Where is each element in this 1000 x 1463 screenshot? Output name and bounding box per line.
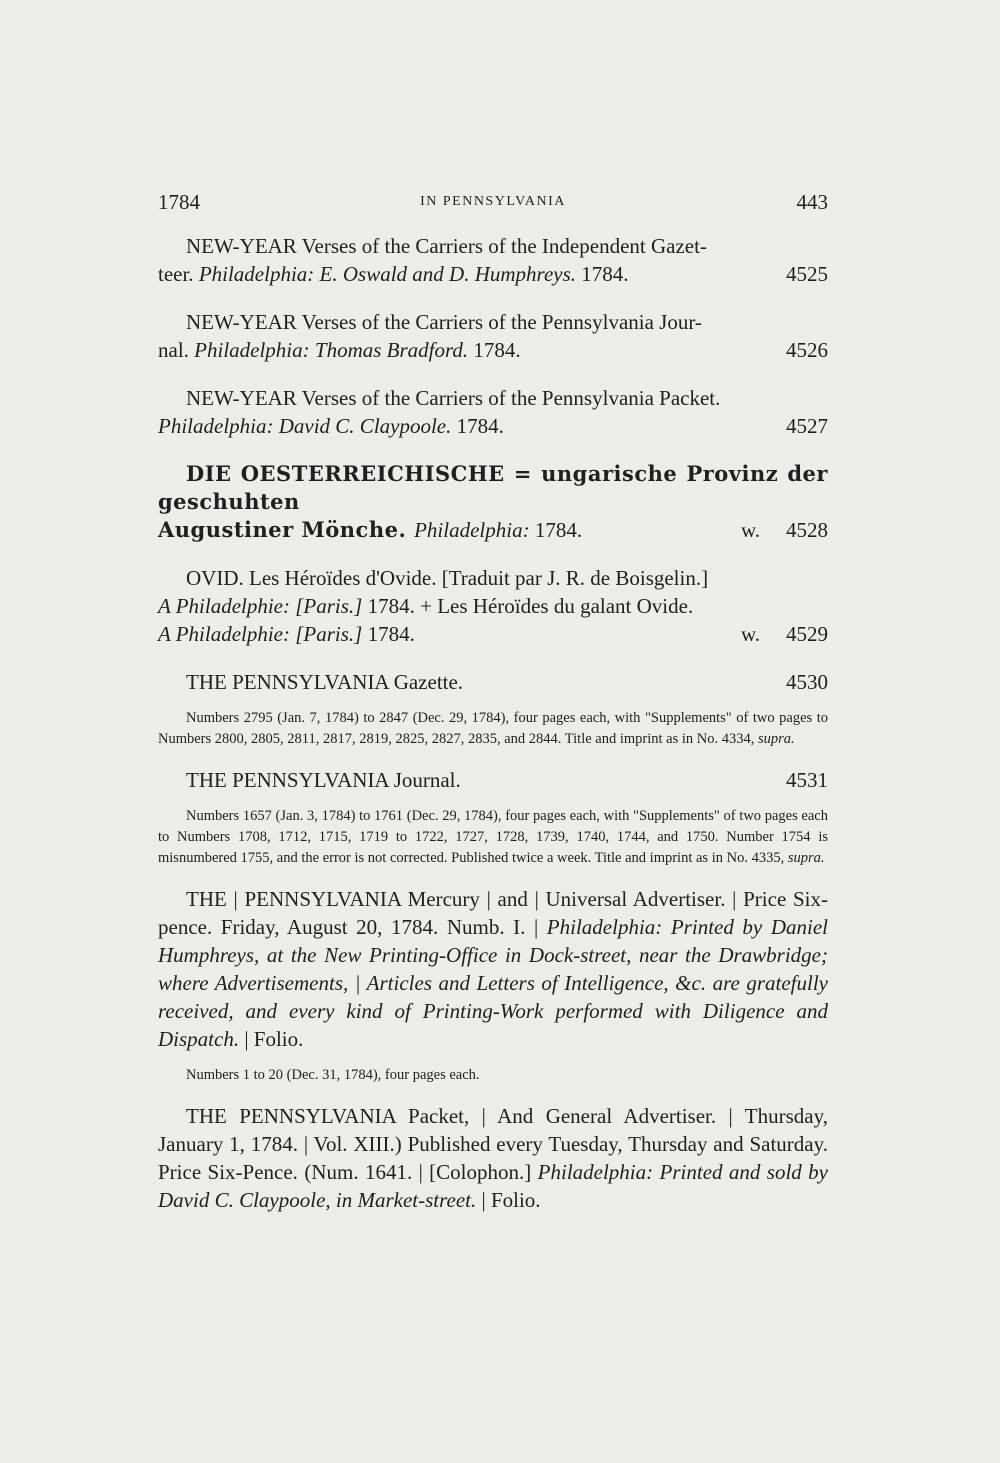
- header-title: IN PENNSYLVANIA: [420, 194, 566, 209]
- entry-number: 4527: [786, 414, 828, 438]
- entry-mercury: [158, 885, 828, 1053]
- entry-line: OVID. Les Héroïdes d'Ovide. [Traduit par J. R. de Boisgelin.]: [186, 566, 709, 590]
- entry-line: NEW-YEAR Verses of the Carriers of the Pennsylvania Packet.: [186, 386, 721, 410]
- entry-note: [158, 708, 828, 750]
- entry-marker: w.: [740, 518, 760, 542]
- entry-imprint: Philadelphia: E. Oswald and D. Humphreys.: [198, 262, 577, 286]
- entry-line: DIE OESTERREICHISCHE = ungarische Provinz der geschuhten: [158, 461, 828, 514]
- entry-number: 4529: [786, 622, 828, 646]
- entry-year: 1784.: [362, 622, 415, 646]
- entry-number: 4530: [786, 670, 828, 694]
- entry-4525: [158, 232, 828, 288]
- entry-note: Numbers 1 to 20 (Dec. 31, 1784), four pages each.: [186, 1067, 480, 1083]
- entry-imprint: Philadelphia: Printed and sold by David C. Claypoole, in Market-street.: [158, 1160, 829, 1212]
- entry-text: nal.: [158, 338, 195, 362]
- entry-text: THE PENNSYLVANIA Packet, | And General Advertiser. | Thursday, January 1, 1784. | Vol. XIII.) Published every Tuesday, Thursday and Saturday. Price Six-Pence. (Num. 1641. | [Colophon.]: [158, 1104, 828, 1184]
- entry-4531: [158, 766, 828, 794]
- note-italic: supra.: [758, 731, 795, 747]
- entry-line: NEW-YEAR Verses of the Carriers of the Independent Gazet-: [186, 234, 707, 258]
- entry-number: 4528: [786, 518, 828, 542]
- entry-line: NEW-YEAR Verses of the Carriers of the Pennsylvania Jour-: [186, 310, 702, 334]
- entry-4526: [158, 308, 828, 364]
- entry-year: 1784.: [576, 262, 629, 286]
- entry-title: THE PENNSYLVANIA Gazette.: [186, 670, 464, 694]
- entry-imprint: Philadelphia:: [414, 518, 530, 542]
- entry-imprint: Philadelphia: Printed by Daniel Humphreys, at the New Printing-Office in Dock-street, near the Drawbridge; where Advertisements, | Articles and Letters of Intelligence, &c. are gratefully received, and every kind of Printing-Work performed with Diligence and Dispatch.: [158, 915, 828, 1051]
- page-number: 443: [796, 190, 828, 214]
- entry-number: 4531: [786, 768, 828, 792]
- entry-imprint: A Philadelphie: [Paris.]: [158, 594, 363, 618]
- entry-text: teer.: [158, 262, 199, 286]
- note-text: Numbers 1657 (Jan. 3, 1784) to 1761 (Dec. 29, 1784), four pages each, with "Supplements" of two pages each to Numbers 1708, 1712, 1715, 1719 to 1722, 1727, 1728, 1739, 1740, 1744, and 1750. Number 1754 is misnumbered 1755, and the error is not corrected. Published twice a week. Title and imprint as in No. 4335,: [158, 808, 828, 866]
- entry-text: Augustiner Mönche.: [158, 517, 415, 542]
- entry-4530: [158, 668, 828, 696]
- entry-year: 1784.: [529, 518, 583, 542]
- entry-text: THE | PENNSYLVANIA Mercury | and | Universal Advertiser. | Price Six-pence. Friday, August 20, 1784. Numb. I. |: [158, 887, 828, 939]
- entry-4527: [158, 384, 828, 440]
- entry-packet: [158, 1102, 828, 1214]
- page-body: [158, 232, 828, 1234]
- entry-title: THE PENNSYLVANIA Journal.: [186, 768, 461, 792]
- entry-number: 4526: [786, 338, 828, 362]
- entry-format: | Folio.: [239, 1027, 304, 1051]
- running-header: [158, 190, 828, 220]
- entry-imprint: Philadelphia: Thomas Bradford.: [194, 338, 469, 362]
- entry-number: 4525: [786, 262, 828, 286]
- entry-year: 1784.: [451, 414, 504, 438]
- entry-marker: w.: [740, 622, 760, 646]
- header-year: 1784: [158, 190, 200, 214]
- entry-note: [158, 806, 828, 869]
- entry-text: 1784. + Les Héroïdes du galant Ovide.: [362, 594, 694, 618]
- entry-imprint: A Philadelphie: [Paris.]: [158, 622, 363, 646]
- entry-paragraph: [158, 885, 828, 1053]
- entry-year: 1784.: [468, 338, 521, 362]
- entry-imprint: Philadelphia: David C. Claypoole.: [158, 414, 452, 438]
- entry-paragraph: [158, 1102, 828, 1214]
- entry-4528: [158, 460, 828, 544]
- entry-4529: [158, 564, 828, 648]
- note-text: Numbers 2795 (Jan. 7, 1784) to 2847 (Dec. 29, 1784), four pages each, with "Supplements" of two pages to Numbers 2800, 2805, 2811, 2817, 2819, 2825, 2827, 2835, and 2844. Title and imprint as in No. 4334,: [158, 710, 828, 747]
- note-italic: supra.: [787, 850, 825, 866]
- entry-format: | Folio.: [476, 1188, 541, 1212]
